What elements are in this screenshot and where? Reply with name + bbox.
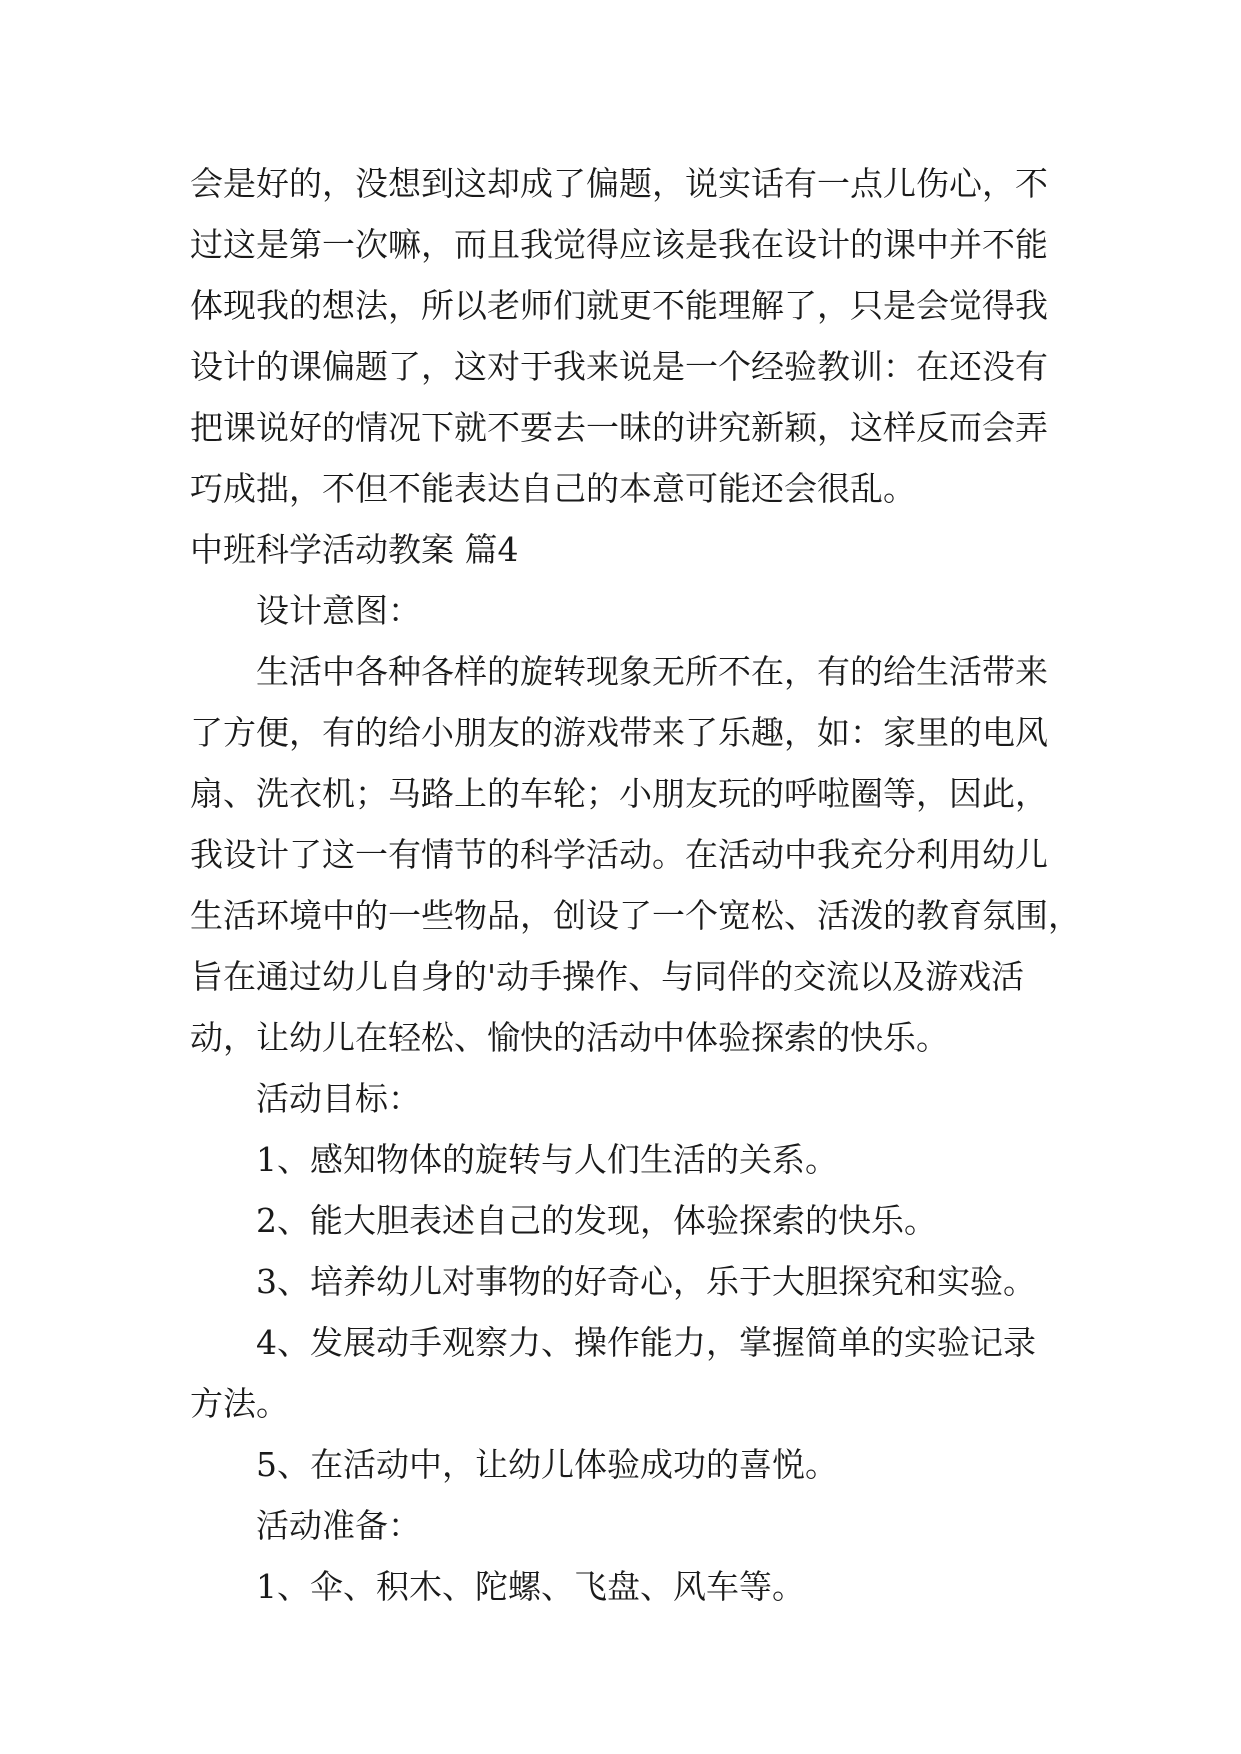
subheading-activity-goals: 活动目标：: [256, 1079, 421, 1118]
paragraph-line: 巧成拙，不但不能表达自己的本意可能还会很乱。: [190, 469, 916, 508]
list-item: 4、发展动手观察力、操作能力，掌握简单的实验记录: [256, 1323, 1036, 1362]
subheading-activity-preparation: 活动准备：: [256, 1506, 421, 1545]
list-item: 3、培养幼儿对事物的好奇心，乐于大胆探究和实验。: [256, 1262, 1036, 1301]
list-item: 2、能大胆表述自己的发现，体验探索的快乐。: [256, 1201, 937, 1240]
paragraph-line: 体现我的想法，所以老师们就更不能理解了，只是会觉得我: [190, 286, 1048, 325]
section-heading: 中班科学活动教案 篇4: [190, 530, 519, 569]
list-item: 5、在活动中，让幼儿体验成功的喜悦。: [256, 1445, 838, 1484]
document-body: [190, 153, 1081, 1617]
paragraph-line: 生活环境中的一些物品，创设了一个宽松、活泼的教育氛围，: [190, 896, 1081, 935]
paragraph-line: 过这是第一次嘛，而且我觉得应该是我在设计的课中并不能: [190, 225, 1048, 264]
paragraph-line: 设计的课偏题了，这对于我来说是一个经验教训：在还没有: [190, 347, 1048, 386]
list-item: 1、伞、积木、陀螺、飞盘、风车等。: [256, 1567, 805, 1606]
paragraph-line: 把课说好的情况下就不要去一昧的讲究新颖，这样反而会弄: [190, 408, 1048, 447]
paragraph-line: 生活中各种各样的旋转现象无所不在，有的给生活带来: [256, 652, 1048, 691]
paragraph-line: 会是好的，没想到这却成了偏题，说实话有一点儿伤心，不: [190, 164, 1048, 203]
subheading-design-intent: 设计意图：: [256, 591, 421, 630]
paragraph-line: 扇、洗衣机；马路上的车轮；小朋友玩的呼啦圈等，因此，: [190, 774, 1048, 813]
paragraph-line: 动，让幼儿在轻松、愉快的活动中体验探索的快乐。: [190, 1018, 949, 1057]
paragraph-line: 了方便，有的给小朋友的游戏带来了乐趣，如：家里的电风: [190, 713, 1048, 752]
list-item-continuation: 方法。: [190, 1384, 289, 1423]
list-item: 1、感知物体的旋转与人们生活的关系。: [256, 1140, 838, 1179]
paragraph-line: 旨在通过幼儿自身的'动手操作、与同伴的交流以及游戏活: [190, 957, 1025, 996]
paragraph-line: 我设计了这一有情节的科学活动。在活动中我充分利用幼儿: [190, 835, 1048, 874]
